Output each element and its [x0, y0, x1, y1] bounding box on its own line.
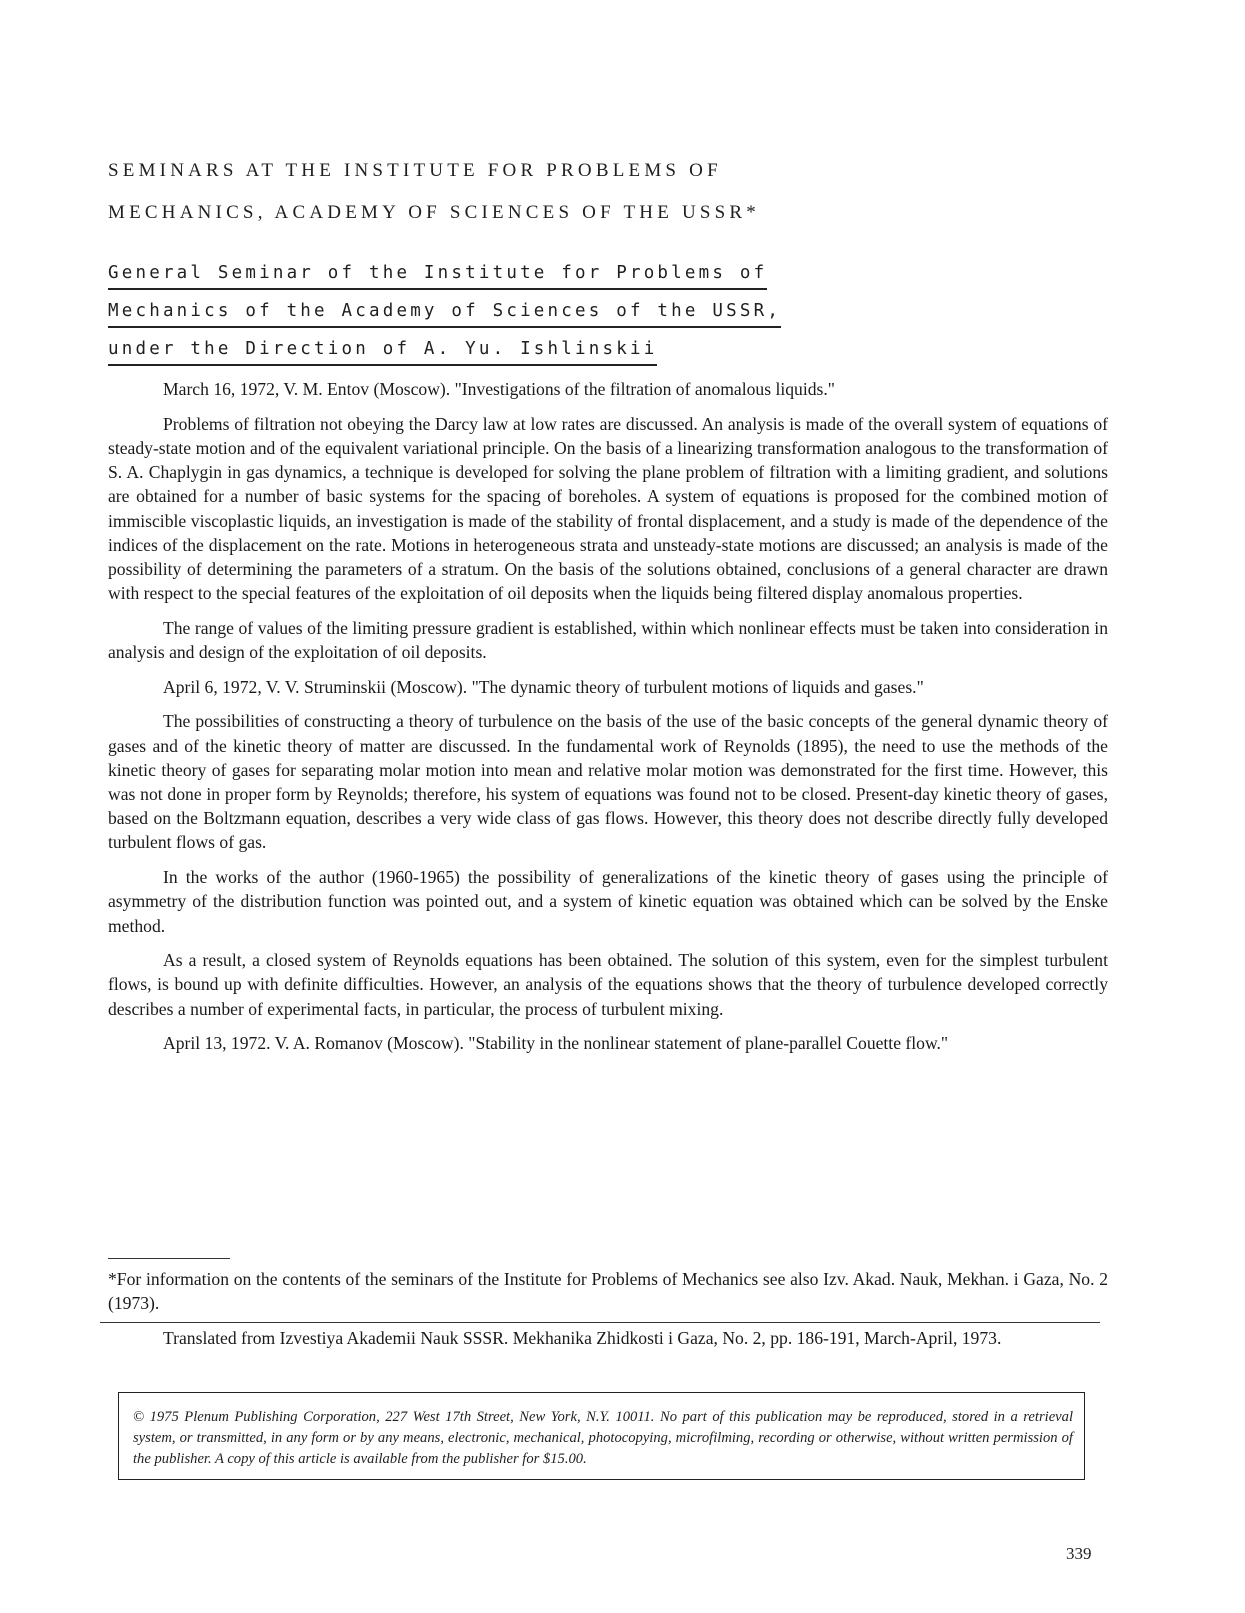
seminar-heading [108, 258, 781, 372]
body-paragraph: The range of values of the limiting pressure gradient is established, within which nonlinear effects must be taken into consideration in analysis and design of the exploitation of oil deposits. [108, 617, 1108, 663]
translation-note: Translated from Izvestiya Akademii Nauk SSSR. Mekhanika Zhidkosti i Gaza, No. 2, pp. 186-191, March-April, 1973. [163, 1328, 1002, 1348]
translation-divider [100, 1322, 1100, 1323]
body-text [108, 377, 1108, 1066]
article-title-line-1: SEMINARS AT THE INSTITUTE FOR PROBLEMS OF [108, 160, 722, 181]
copyright-text: © 1975 Plenum Publishing Corporation, 227 West 17th Street, New York, N.Y. 10011. No part of this publication may be reproduced, stored in a retrieval system, or transmitted, in any form or by any means, electronic, mechanical, photocopying, microfilming, recording or otherwise, without written permission of the publisher. A copy of this article is available from the publisher for $15.00. [133, 1409, 1073, 1467]
seminar-heading-line-1: General Seminar of the Institute for Problems of [108, 258, 767, 290]
page-number: 339 [1066, 1544, 1092, 1563]
body-paragraph: The possibilities of constructing a theory of turbulence on the basis of the use of the basic concepts of the general dynamic theory of gases and of the kinetic theory of matter are discussed. In the fundamental work of Reynolds (1895), the need to use the methods of the kinetic theory of gases for separating molar motion into mean and relative molar motion was demonstrated for the first time. However, this was not done in proper form by Reynolds; therefore, his system of equations was found not to be closed. Present-day kinetic theory of gases, based on the Boltzmann equation, describes a very wide class of gas flows. However, this theory does not describe directly fully developed turbulent flows of gas. [108, 711, 1108, 853]
footnote: *For information on the contents of the seminars of the Institute for Problems of Mechanics see also Izv. Akad. Nauk, Mekhan. i Gaza, No. 2 (1973). [108, 1269, 1108, 1314]
seminar-heading-line-3: under the Direction of A. Yu. Ishlinskii [108, 334, 657, 366]
article-title [108, 150, 1108, 234]
talk-entry-romanov: April 13, 1972. V. A. Romanov (Moscow). "Stability in the nonlinear statement of plane-parallel Couette flow." [163, 1033, 949, 1054]
body-paragraph: Problems of filtration not obeying the Darcy law at low rates are discussed. An analysis is made of the overall system of equations of steady-state motion and of the equivalent variational principle. On the basis of a linearizing transformation analogous to the transformation of S. A. Chaplygin in gas dynamics, a technique is developed for solving the plane problem of filtration with a limiting gradient, and solutions are obtained for a number of basic systems for the spacing of boreholes. A system of equations is proposed for the combined motion of immiscible viscoplastic liquids, an investigation is made of the stability of frontal displacement, and a study is made of the dependence of the indices of the displacement on the rate. Motions in heterogeneous strata and unsteady-state motions are discussed; an analysis is made of the possibility of determining the parameters of a stratum. On the basis of the solutions obtained, conclusions of a general character are drawn with respect to the special features of the exploitation of oil deposits when the liquids being filtered display anomalous properties. [108, 413, 1108, 604]
copyright-box [118, 1392, 1085, 1480]
body-paragraph: As a result, a closed system of Reynolds equations has been obtained. The solution of this system, even for the simplest turbulent flows, is bound up with definite difficulties. However, an analysis of the equations shows that the theory of turbulence developed correctly describes a number of experimental facts, in particular, the process of turbulent mixing. [108, 950, 1108, 1019]
article-title-line-2: MECHANICS, ACADEMY OF SCIENCES OF THE USSR* [108, 202, 760, 223]
talk-entry-struminskii: April 6, 1972, V. V. Struminskii (Moscow). "The dynamic theory of turbulent motions of liquids and gases." [163, 676, 924, 697]
body-paragraph: In the works of the author (1960-1965) the possibility of generalizations of the kinetic theory of gases using the principle of asymmetry of the distribution function was pointed out, and a system of kinetic equation was obtained which can be solved by the Enske method. [108, 867, 1108, 936]
footnote-divider [108, 1258, 230, 1259]
talk-entry-entov: March 16, 1972, V. M. Entov (Moscow). "Investigations of the filtration of anomalous liquids." [163, 379, 835, 399]
seminar-heading-line-2: Mechanics of the Academy of Sciences of the USSR, [108, 296, 781, 328]
